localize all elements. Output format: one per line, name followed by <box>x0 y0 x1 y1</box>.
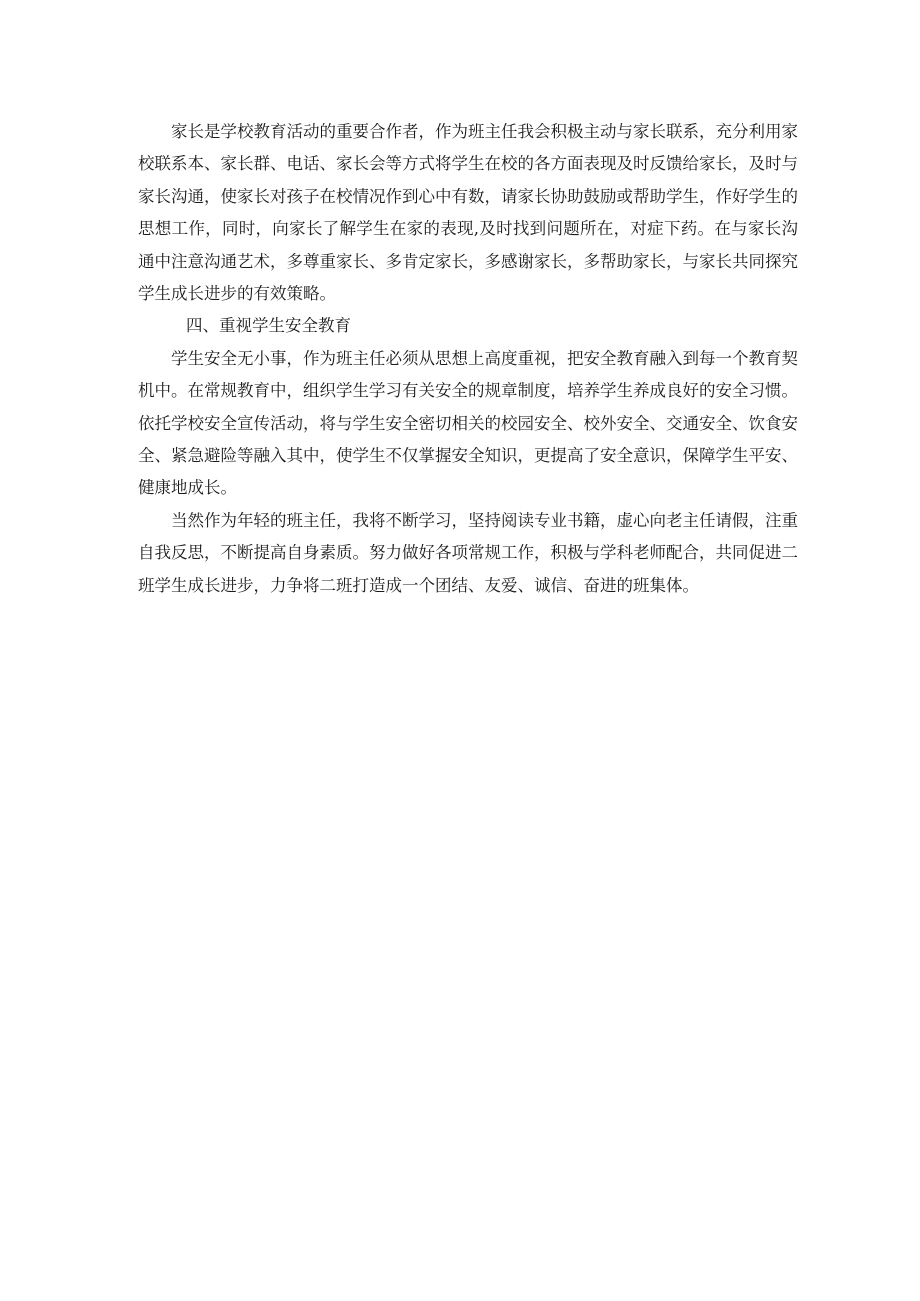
document-body <box>138 116 798 602</box>
paragraph-parent-communication: 家长是学校教育活动的重要合作者，作为班主任我会积极主动与家长联系，充分利用家校联系本、家长群、电话、家长会等方式将学生在校的各方面表现及时反馈给家长，及时与家长沟通，使家长对孩子在校情况作到心中有数，请家长协助鼓励或帮助学生，作好学生的思想工作，同时，向家长了解学生在家的表现,及时找到问题所在，对症下药。在与家长沟通中注意沟通艺术，多尊重家长、多肯定家长，多感谢家长，多帮助家长，与家长共同探究学生成长进步的有效策略。 <box>138 122 798 304</box>
paragraph-conclusion: 当然作为年轻的班主任，我将不断学习，坚持阅读专业书籍，虚心向老主任请假，注重自我反思，不断提高自身素质。努力做好各项常规工作，积极与学科老师配合，共同促进二班学生成长进步，力争将二班打造成一个团结、友爱、诚信、奋进的班集体。 <box>138 510 798 595</box>
paragraph-safety-education: 学生安全无小事，作为班主任必须从思想上高度重视，把安全教育融入到每一个教育契机中。在常规教育中，组织学生学习有关安全的规章制度，培养学生养成良好的安全习惯。依托学校安全宣传活动，将与学生安全密切相关的校园安全、校外安全、交通安全、饮食安全、紧急避险等融入其中，使学生不仅掌握安全知识，更提高了安全意识，保障学生平安、健康地成长。 <box>138 348 798 498</box>
section-heading-safety-education: 四、重视学生安全教育 <box>186 316 351 336</box>
